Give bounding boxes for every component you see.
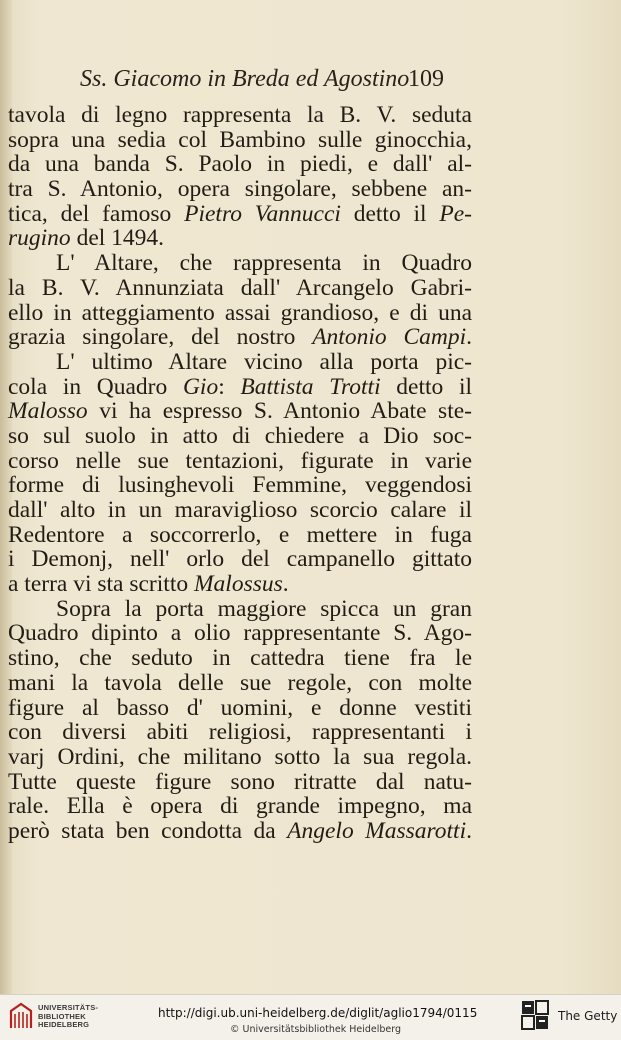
- text-line: [8, 621, 472, 646]
- italic-name-segment: Battista Trotti: [240, 373, 381, 400]
- library-name: [38, 1004, 98, 1030]
- text-line: [8, 473, 472, 498]
- text-line: [8, 128, 472, 153]
- text-line: [8, 498, 472, 523]
- text-segment: L' Altare, che rappresenta in Quadro: [56, 250, 472, 277]
- library-name-line: UNIVERSITÄTS-: [38, 1003, 99, 1012]
- text-segment: Redentore a soccorrerlo, e mettere in fuga: [8, 521, 472, 548]
- italic-name-segment: Antonio Campi: [312, 324, 467, 351]
- text-segment: vi ha espresso S. Antonio Abate ste-: [87, 398, 472, 425]
- getty-logo-icon: [521, 1000, 549, 1030]
- text-segment: figure al basso d' uomini, e donne vestiti: [8, 694, 472, 721]
- text-segment: .: [466, 817, 472, 844]
- text-line: [8, 276, 472, 301]
- text-line: [8, 449, 472, 474]
- text-segment: con diversi abiti religiosi, rappresentanti i: [8, 719, 472, 746]
- text-segment: cola in Quadro: [8, 373, 183, 400]
- text-line: [8, 671, 472, 696]
- text-line: [8, 720, 472, 745]
- text-segment: rale. Ella è opera di grande impegno, ma: [8, 793, 472, 820]
- text-segment: .: [466, 324, 472, 351]
- text-line: [8, 819, 472, 844]
- text-segment: sopra una sedia col Bambino sulle ginocchia,: [8, 126, 472, 153]
- permalink-url[interactable]: http://digi.ub.uni-heidelberg.de/diglit/aglio1794/0115: [158, 1006, 478, 1020]
- text-line: [8, 597, 472, 622]
- text-line: [8, 301, 472, 326]
- italic-name-segment: Malosso: [8, 398, 88, 425]
- text-segment: .: [282, 571, 289, 598]
- text-segment: varj Ordini, che militano sotto la sua regola.: [8, 743, 472, 770]
- text-line: [8, 794, 472, 819]
- text-segment: detto il: [340, 200, 440, 227]
- text-line: [8, 572, 472, 597]
- italic-name-segment: Pe-: [439, 200, 473, 227]
- text-line: [8, 399, 472, 424]
- page-number: 109: [408, 66, 444, 92]
- text-segment: del 1494.: [70, 225, 165, 252]
- text-segment: tavola di legno rappresenta la B. V. seduta: [8, 102, 472, 128]
- running-head: [0, 66, 621, 102]
- text-line: [8, 226, 472, 251]
- text-segment: dall' alto in un maraviglioso scorcio calare il: [8, 497, 472, 523]
- text-line: [8, 547, 472, 572]
- text-segment: ello in atteggiamento assai grandioso, e di una: [8, 299, 472, 326]
- viewer-footer: [0, 994, 621, 1040]
- text-segment: Tutte queste figure sono ritratte dal natu-: [8, 768, 472, 795]
- text-segment: tica, del famoso: [8, 200, 185, 227]
- text-segment: tra S. Antonio, opera singolare, sebbene an-: [8, 176, 472, 203]
- italic-name-segment: Gio: [182, 373, 219, 400]
- copyright-notice: © Universitätsbibliothek Heidelberg: [230, 1024, 402, 1035]
- text-segment: corso nelle sue tentazioni, figurate in varie: [8, 447, 472, 474]
- text-segment: i Demonj, nell' orlo del campanello gittato: [8, 546, 472, 573]
- text-segment: la B. V. Annunziata dall' Arcangelo Gabri-: [8, 274, 472, 301]
- italic-name-segment: Malossus: [193, 571, 283, 598]
- text-segment: forme di lusinghevoli Femmine, veggendosi: [8, 472, 472, 499]
- text-line: [8, 177, 472, 202]
- library-name-line: HEIDELBERG: [38, 1020, 90, 1029]
- text-line: [8, 325, 472, 350]
- text-line: [8, 523, 472, 548]
- text-segment: Quadro dipinto a olio rappresentante S. Ago-: [8, 620, 472, 647]
- text-line: [8, 375, 472, 400]
- text-line: [8, 202, 472, 227]
- text-segment: Sopra la porta maggiore spicca un gran: [56, 595, 472, 622]
- body-text: [8, 103, 472, 844]
- text-line: [8, 696, 472, 721]
- text-segment: detto il: [380, 373, 473, 400]
- text-line: [8, 770, 472, 795]
- italic-name-segment: rugino: [8, 225, 71, 252]
- text-segment: a terra vi sta scritto: [8, 571, 194, 598]
- text-segment: :: [218, 373, 241, 400]
- running-head-title: Ss. Giacomo in Breda ed Agostino: [80, 66, 410, 92]
- text-segment: da una banda S. Paolo in piedi, e dall' al-: [8, 151, 472, 178]
- getty-name: The Getty: [558, 1009, 618, 1023]
- text-line: [8, 424, 472, 449]
- text-line: [8, 350, 472, 375]
- text-segment: però stata ben condotta da: [8, 817, 288, 844]
- text-segment: so sul suolo in atto di chiedere a Dio soc-: [8, 422, 472, 449]
- university-library-logo-icon: [8, 1001, 34, 1031]
- text-line: [8, 152, 472, 177]
- italic-name-segment: Pietro Vannucci: [184, 200, 341, 227]
- library-name-line: BIBLIOTHEK: [38, 1011, 86, 1021]
- text-segment: L' ultimo Altare vicino alla porta pic-: [56, 348, 472, 375]
- text-line: [8, 745, 472, 770]
- text-segment: mani la tavola delle sue regole, con molte: [8, 669, 472, 696]
- text-segment: stino, che seduto in cattedra tiene fra le: [8, 645, 472, 672]
- text-line: [8, 646, 472, 671]
- italic-name-segment: Angelo Massarotti: [287, 817, 467, 844]
- text-segment: grazia singolare, del nostro: [8, 324, 313, 351]
- text-line: [8, 251, 472, 276]
- text-line: [8, 103, 472, 128]
